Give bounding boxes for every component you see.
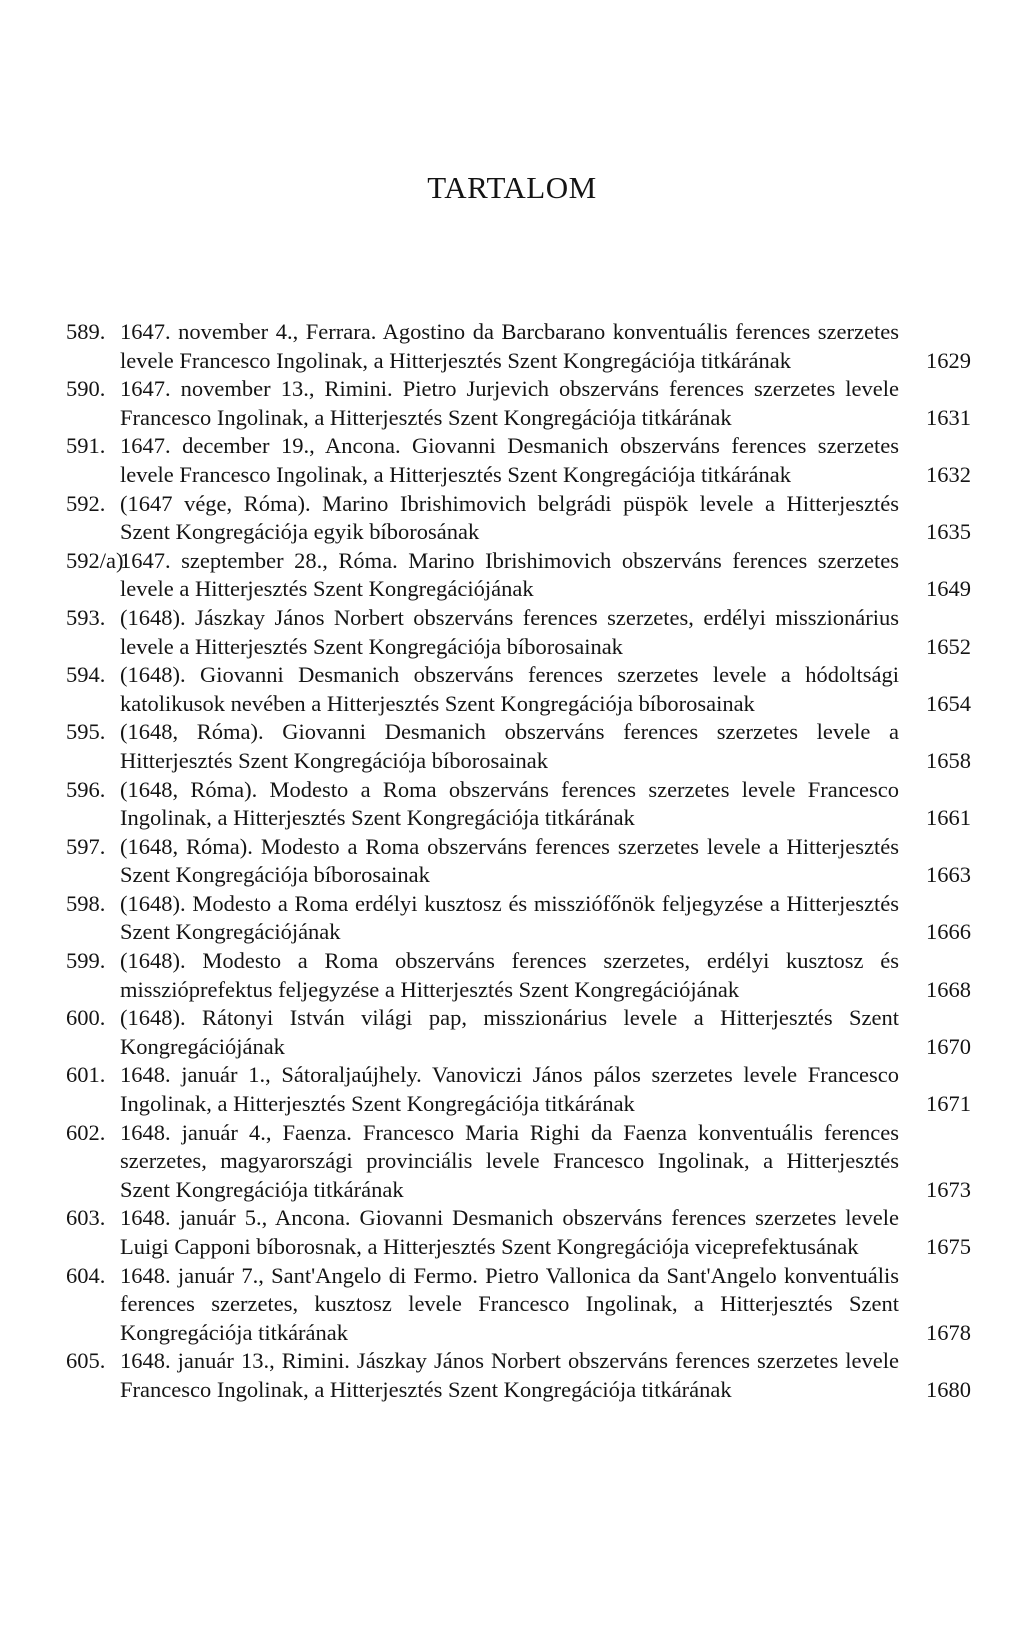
- toc-entry: [66, 947, 971, 1004]
- entry-page: 1678: [926, 1319, 971, 1345]
- entry-number: 603.: [66, 1205, 106, 1231]
- entry-page: 1654: [926, 690, 971, 716]
- entry-text: (1648, Róma). Giovanni Desmanich obszerváns ferences szerzetes levele a Hitterjesztés Szent Kongregációja bíborosainak: [120, 719, 899, 773]
- entry-number: 600.: [66, 1005, 106, 1031]
- entry-text: 1648. január 4., Faenza. Francesco Maria Righi da Faenza konventuális ferences szerzetes, magyarországi provinciális levele Francesco Ingolinak, a Hitterjesztés Szent Kongregációja titkárának: [120, 1119, 899, 1202]
- entry-page: 1632: [926, 461, 971, 487]
- entry-text: 1648. január 1., Sátoraljaújhely. Vanoviczi János pálos szerzetes levele Francesco Ingolinak, a Hitterjesztés Szent Kongregációja titkárának: [120, 1062, 899, 1117]
- toc-entry: [66, 490, 971, 547]
- toc-entry: [66, 1204, 971, 1261]
- entry-number: 594.: [66, 662, 106, 688]
- toc-entry: [66, 1347, 971, 1404]
- entry-page: 1649: [926, 576, 971, 602]
- toc-entry: [66, 1262, 971, 1348]
- entry-page: 1635: [926, 519, 971, 545]
- entry-text: 1648. január 5., Ancona. Giovanni Desmanich obszerváns ferences szerzetes levele Luigi Capponi bíborosnak, a Hitterjesztés Szent Kongregációja viceprefektusának: [120, 1205, 899, 1259]
- entry-text: 1647. november 13., Rimini. Pietro Jurjevich obszerváns ferences szerzetes levele Francesco Ingolinak, a Hitterjesztés Szent Kongregációja titkárának: [120, 376, 899, 430]
- entry-page: 1680: [926, 1376, 971, 1402]
- toc-entry: [66, 1119, 971, 1205]
- entry-number: 589.: [66, 319, 106, 344]
- entry-page: 1658: [926, 747, 971, 773]
- entry-text: 1647. szeptember 28., Róma. Marino Ibrishimovich obszerváns ferences szerzetes levele a Hitterjesztés Szent Kongregációjának: [120, 547, 899, 602]
- entry-page: 1652: [926, 633, 971, 659]
- toc-entry: [66, 1061, 971, 1118]
- entry-text: (1647 vége, Róma). Marino Ibrishimovich belgrádi püspök levele a Hitterjesztés Szent Kongregációja egyik bíborosának: [120, 490, 899, 545]
- toc-entry: [66, 1004, 971, 1061]
- entry-number: 593.: [66, 604, 106, 630]
- entry-text: 1648. január 13., Rimini. Jászkay János Norbert obszerváns ferences szerzetes levele Francesco Ingolinak, a Hitterjesztés Szent Kongregációja titkárának: [120, 1348, 899, 1402]
- entry-page: 1668: [926, 976, 971, 1002]
- entry-page: 1671: [926, 1091, 971, 1117]
- entry-text: (1648). Modesto a Roma obszerváns ferences szerzetes, erdélyi kusztosz és misszióprefektus feljegyzése a Hitterjesztés Szent Kongregációjának: [120, 948, 899, 1002]
- entry-page: 1663: [926, 862, 971, 888]
- entry-number: 592.: [66, 490, 106, 516]
- entry-text: 1647. november 4., Ferrara. Agostino da Barcbarano konventuális ferences szerzetes levele Francesco Ingolinak, a Hitterjesztés Szent Kongregációja titkárának: [120, 319, 899, 373]
- entry-number: 592/a): [66, 547, 124, 573]
- toc-entry: [66, 375, 971, 432]
- entry-text: (1648). Giovanni Desmanich obszerváns ferences szerzetes levele a hódoltsági katolikusok nevében a Hitterjesztés Szent Kongregációja bíborosainak: [120, 662, 899, 716]
- entry-number: 595.: [66, 719, 106, 745]
- toc-entry: [66, 776, 971, 833]
- entry-text: (1648). Modesto a Roma erdélyi kusztosz és missziófőnök feljegyzése a Hitterjesztés Szent Kongregációjának: [120, 890, 899, 945]
- entry-number: 591.: [66, 433, 106, 459]
- entry-page: 1631: [926, 404, 971, 430]
- entry-number: 598.: [66, 890, 106, 916]
- entry-text: (1648). Rátonyi István világi pap, misszionárius levele a Hitterjesztés Szent Kongregációjának: [120, 1005, 899, 1059]
- toc-entry: [66, 604, 971, 661]
- entry-page: 1666: [926, 919, 971, 945]
- entry-page: 1661: [926, 805, 971, 831]
- entry-text: (1648, Róma). Modesto a Roma obszerváns ferences szerzetes levele a Hitterjesztés Szent Kongregációja bíborosainak: [120, 833, 899, 888]
- table-of-contents: [66, 318, 971, 1405]
- entry-number: 597.: [66, 833, 106, 859]
- toc-entry: [66, 318, 971, 375]
- toc-entry: [66, 890, 971, 947]
- page-title: TARTALOM: [427, 170, 597, 205]
- toc-entry: [66, 547, 971, 604]
- entry-number: 590.: [66, 376, 106, 402]
- toc-entry: [66, 833, 971, 890]
- entry-number: 602.: [66, 1119, 106, 1145]
- entry-page: 1670: [926, 1033, 971, 1059]
- entry-text: (1648). Jászkay János Norbert obszerváns ferences szerzetes, erdélyi misszionárius levele a Hitterjesztés Szent Kongregációja bíborosainak: [120, 604, 899, 659]
- entry-text: (1648, Róma). Modesto a Roma obszerváns ferences szerzetes levele Francesco Ingolinak, a Hitterjesztés Szent Kongregációja titkárának: [120, 776, 899, 831]
- toc-entry: [66, 718, 971, 775]
- entry-text: 1648. január 7., Sant'Angelo di Fermo. Pietro Vallonica da Sant'Angelo konventuális ferences szerzetes, kusztosz levele Francesco Ingolinak, a Hitterjesztés Szent Kongregációja titkárának: [120, 1262, 899, 1345]
- entry-text: 1647. december 19., Ancona. Giovanni Desmanich obszerváns ferences szerzetes levele Francesco Ingolinak, a Hitterjesztés Szent Kongregációja titkárának: [120, 433, 899, 487]
- entry-number: 599.: [66, 948, 106, 974]
- entry-page: 1629: [926, 347, 971, 373]
- entry-page: 1675: [926, 1234, 971, 1259]
- toc-entry: [66, 432, 971, 489]
- entry-number: 605.: [66, 1348, 106, 1374]
- entry-number: 596.: [66, 776, 106, 802]
- entry-number: 601.: [66, 1062, 106, 1088]
- entry-page: 1673: [926, 1176, 971, 1202]
- toc-entry: [66, 661, 971, 718]
- entry-number: 604.: [66, 1262, 106, 1288]
